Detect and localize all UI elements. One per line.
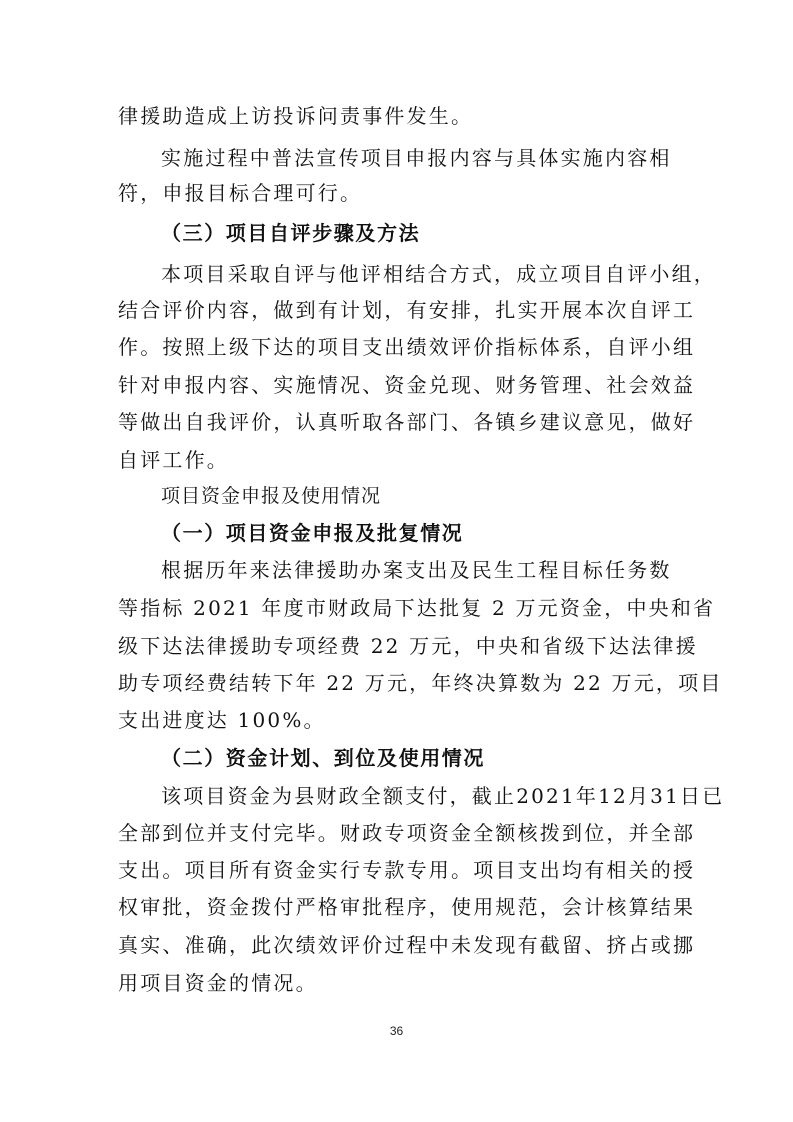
body-line: 助专项经费结转下年 22 万元，年终决算数为 22 万元，项目 (118, 671, 723, 695)
section-heading: （三）项目自评步骤及方法 (161, 221, 421, 245)
body-line: 权审批，资金拨付严格审批程序，使用规范，会计核算结果 (118, 895, 696, 919)
body-line: 级下达法律援助专项经费 22 万元，中央和省级下达法律援 (118, 634, 698, 658)
body-line: 自评工作。 (118, 448, 229, 472)
chapter-heading: 项目资金申报及使用情况 (161, 485, 382, 507)
page-number: 36 (389, 1024, 404, 1038)
section-heading: （一）项目资金申报及批复情况 (161, 521, 464, 545)
body-line: 该项目资金为县财政全额支付，截止2021年12月31日已 (161, 784, 725, 808)
body-line: 支出。项目所有资金实行专款专用。项目支出均有相关的授 (118, 858, 696, 882)
body-line: 支出进度达 100%。 (118, 708, 326, 732)
body-line: 符，申报目标合理可行。 (118, 181, 363, 205)
body-line: 全部到位并支付完毕。财政专项资金全额核拨到位，并全部 (118, 821, 696, 845)
section-heading: （二）资金计划、到位及使用情况 (161, 746, 485, 770)
body-line: 根据历年来法律援助办案支出及民生工程目标任务数 (161, 558, 672, 582)
body-line: 作。按照上级下达的项目支出绩效评价指标体系，自评小组 (118, 335, 696, 359)
body-line: 针对申报内容、实施情况、资金兑现、财务管理、社会效益 (118, 373, 696, 397)
body-line: 本项目采取自评与他评相结合方式，成立项目自评小组， (161, 262, 716, 286)
body-line: 用项目资金的情况。 (118, 971, 318, 995)
body-line: 等指标 2021 年度市财政局下达批复 2 万元资金，中央和省 (118, 596, 716, 620)
body-line: 结合评价内容，做到有计划，有安排，扎实开展本次自评工 (118, 298, 696, 322)
body-line: 实施过程中普法宣传项目申报内容与具体实施内容相 (161, 146, 672, 170)
body-line: 等做出自我评价，认真听取各部门、各镇乡建议意见，做好 (118, 410, 696, 434)
body-line: 律援助造成上访投诉问责事件发生。 (118, 104, 474, 128)
body-line: 真实、准确，此次绩效评价过程中未发现有截留、挤占或挪 (118, 933, 696, 957)
